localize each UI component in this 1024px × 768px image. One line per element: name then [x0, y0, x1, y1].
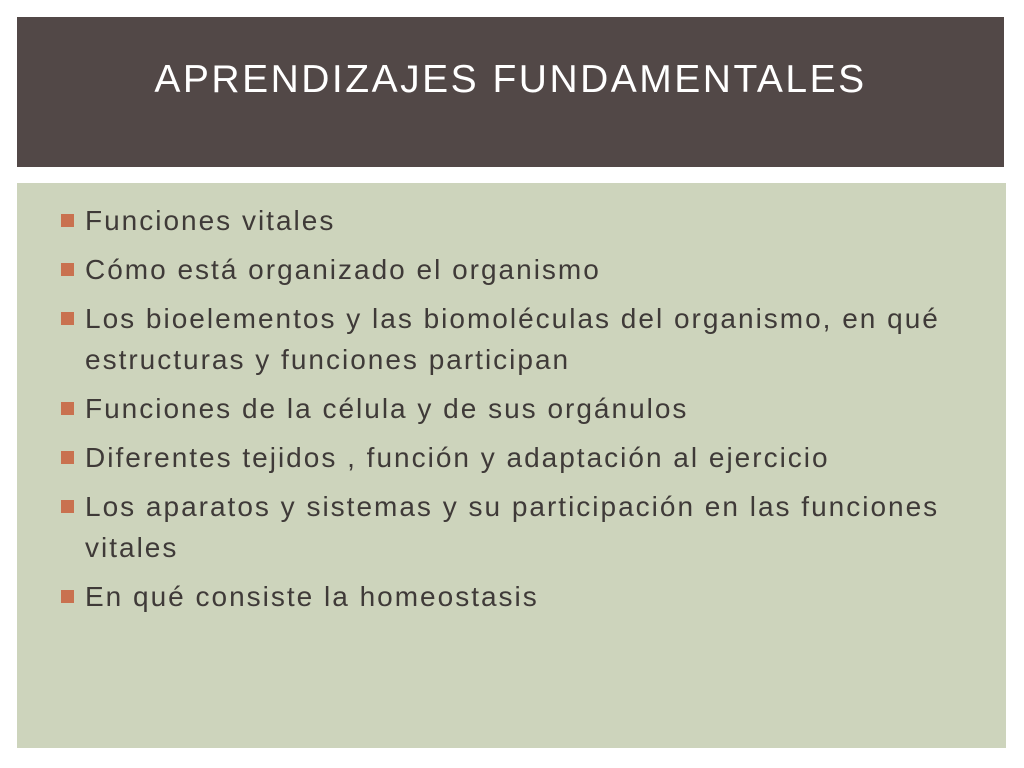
square-bullet-icon	[61, 590, 74, 603]
bullet-item	[59, 388, 969, 429]
bullet-text: Funciones vitales	[85, 205, 336, 236]
bullet-item	[59, 486, 969, 568]
bullet-item	[59, 200, 969, 241]
bullet-text: En qué consiste la homeostasis	[85, 581, 539, 612]
bullet-text: Cómo está organizado el organismo	[85, 254, 601, 285]
square-bullet-icon	[61, 312, 74, 325]
bullet-item	[59, 298, 969, 380]
content-panel	[17, 183, 1006, 748]
square-bullet-icon	[61, 451, 74, 464]
bullet-text: Los bioelementos y las biomoléculas del organismo, en qué estructuras y funciones participan	[85, 303, 940, 375]
square-bullet-icon	[61, 214, 74, 227]
bullet-text: Funciones de la célula y de sus orgánulos	[85, 393, 689, 424]
bullet-list	[59, 200, 969, 625]
title-bar	[17, 17, 1004, 167]
bullet-item	[59, 437, 969, 478]
square-bullet-icon	[61, 263, 74, 276]
square-bullet-icon	[61, 500, 74, 513]
bullet-item	[59, 576, 969, 617]
bullet-text: Los aparatos y sistemas y su participación en las funciones vitales	[85, 491, 940, 563]
slide-title: APRENDIZAJES FUNDAMENTALES	[154, 57, 867, 101]
bullet-text: Diferentes tejidos , función y adaptación al ejercicio	[85, 442, 830, 473]
bullet-item	[59, 249, 969, 290]
square-bullet-icon	[61, 402, 74, 415]
